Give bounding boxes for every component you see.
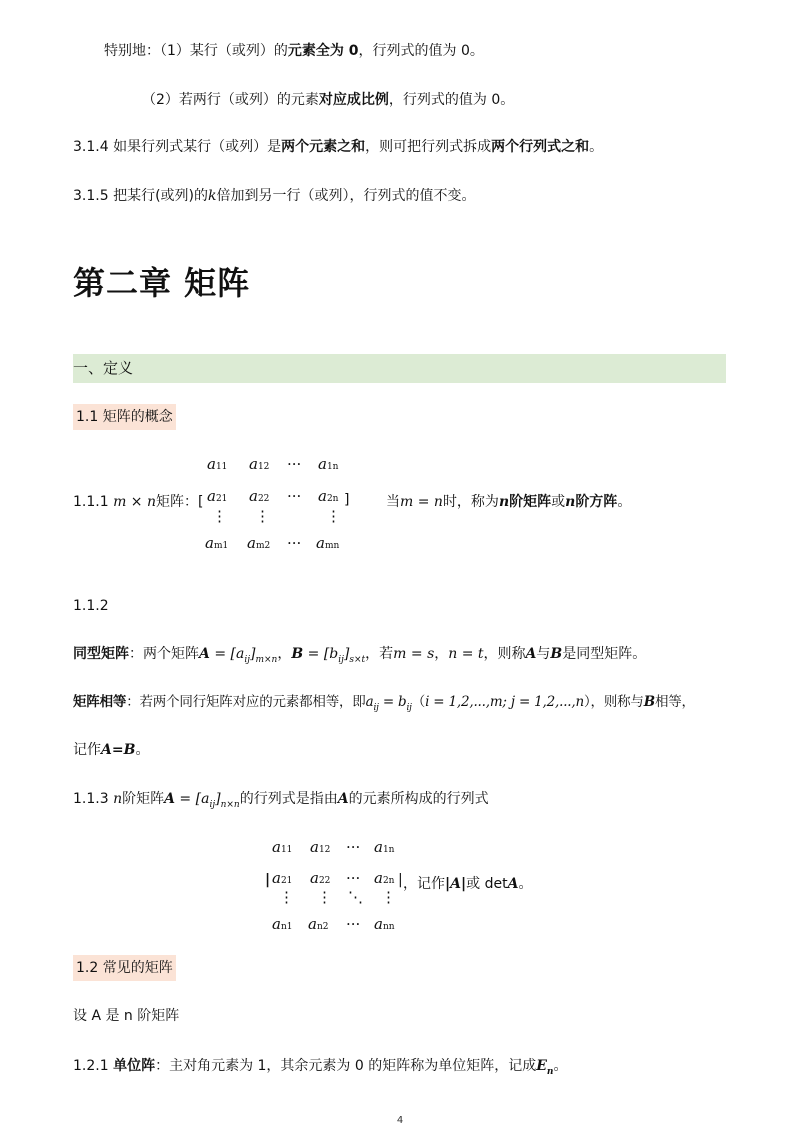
matrix-entry: amn — [316, 534, 340, 552]
det-vdots: ⋮ — [279, 888, 294, 906]
item-number: 3.1.4 — [73, 139, 109, 155]
det-bar-left: | — [265, 872, 271, 888]
item-number: 1.1.3 — [73, 791, 109, 807]
det-ellipsis: ··· — [346, 915, 361, 933]
det-entry: a22 — [310, 869, 331, 887]
subsection-heading-1-1: 1.1 矩阵的概念 — [73, 404, 176, 430]
det-entry: a1n — [374, 838, 395, 856]
paragraph-1-1-3: 1.1.3 n阶矩阵$A = [a_{ij}]_{n\times n}$的行列式是指由A的元素所构成的行列式 — [73, 791, 489, 810]
item-number: 1.1.1 — [73, 494, 109, 510]
det-ellipsis: ··· — [346, 838, 361, 856]
matrix-entry: a21 — [207, 487, 228, 505]
paragraph-3-1-4: 3.1.4 如果行列式某行（或列）是两个元素之和，则可把行列式拆成两个行列式之和。 — [73, 139, 604, 155]
matrix-entry: a2n — [318, 487, 339, 505]
matrix-equality-definition: 矩阵相等：若两个同行矩阵对应的元素都相等，即$a_{ij} = b_{ij}(i = 1,2,...,m$; j = 1,2,...,n），则称与B相等， — [73, 694, 695, 713]
chapter-title: 第二章 矩阵 — [73, 264, 251, 302]
matrix-entry: a1n — [318, 455, 339, 473]
matrix-ellipsis: ··· — [287, 455, 302, 473]
matrix-close-bracket: ] — [344, 492, 350, 508]
det-ellipsis: ··· — [346, 869, 361, 887]
matrix-ellipsis: ··· — [287, 487, 302, 505]
det-entry: an1 — [272, 915, 293, 933]
paragraph-1-1-1: 1.1.1 m × n矩阵：[ — [73, 494, 204, 510]
item-number: 3.1.5 — [73, 188, 109, 204]
paragraph-1-2-1: 1.2.1 单位阵：主对角元素为 1，其余元素为 0 的矩阵称为单位矩阵，记成$E_n$。 — [73, 1058, 568, 1077]
section-heading: 一、定义 — [73, 354, 726, 383]
matrix-entry: am1 — [205, 534, 229, 552]
det-entry: ann — [374, 915, 395, 933]
bold-phrase: 对应成比例 — [318, 92, 389, 108]
paragraph-3-1-5: 3.1.5 把某行(或列)的k倍加到另一行（或列），行列式的值不变。 — [73, 188, 476, 204]
same-type-matrix-definition: 同型矩阵：两个矩阵$A = [a_{ij}]_{m\times n}$，$B = [b_{ij}]_{s\times t}$，若m = s，n = t，则称A与B是同型矩阵。 — [73, 646, 647, 665]
matrix-ellipsis: ··· — [287, 534, 302, 552]
matrix-vdots: ⋮ — [326, 507, 341, 525]
special-line-2: （2）若两行（或列）的元素对应成比例，行列式的值为 0。 — [142, 92, 515, 108]
square-matrix-definition: 当m = n时，称为n阶矩阵或n阶方阵。 — [386, 494, 632, 510]
det-entry: a2n — [374, 869, 395, 887]
matrix-equality-notation: 记作A=B。 — [73, 742, 150, 758]
det-entry: an2 — [308, 915, 329, 933]
bold-phrase: 元素全为 0 — [287, 43, 359, 59]
matrix-entry: a11 — [207, 455, 228, 473]
det-vdots: ⋮ — [317, 888, 332, 906]
matrix-vdots: ⋮ — [255, 507, 270, 525]
subsection-heading-1-2: 1.2 常见的矩阵 — [73, 955, 176, 981]
matrix-entry: am2 — [247, 534, 271, 552]
determinant-notation: ，记作|A|或 detA。 — [403, 876, 533, 892]
item-number: 1.2.1 — [73, 1058, 109, 1074]
assumption-line: 设 A 是 n 阶矩阵 — [73, 1008, 180, 1024]
det-bar-right: | — [398, 872, 403, 888]
det-entry: a12 — [310, 838, 331, 856]
matrix-vdots: ⋮ — [212, 507, 227, 525]
paragraph-1-1-2-number: 1.1.2 — [73, 598, 109, 614]
det-entry: a21 — [272, 869, 293, 887]
page-number: 4 — [396, 1115, 404, 1126]
det-entry: a11 — [272, 838, 293, 856]
det-vdots: ⋮ — [381, 888, 396, 906]
matrix-entry: a22 — [249, 487, 270, 505]
det-ddots: ⋱ — [348, 888, 363, 906]
special-line-1: 特别地：（1）某行（或列）的元素全为 0，行列式的值为 0。 — [104, 43, 484, 59]
matrix-entry: a12 — [249, 455, 270, 473]
